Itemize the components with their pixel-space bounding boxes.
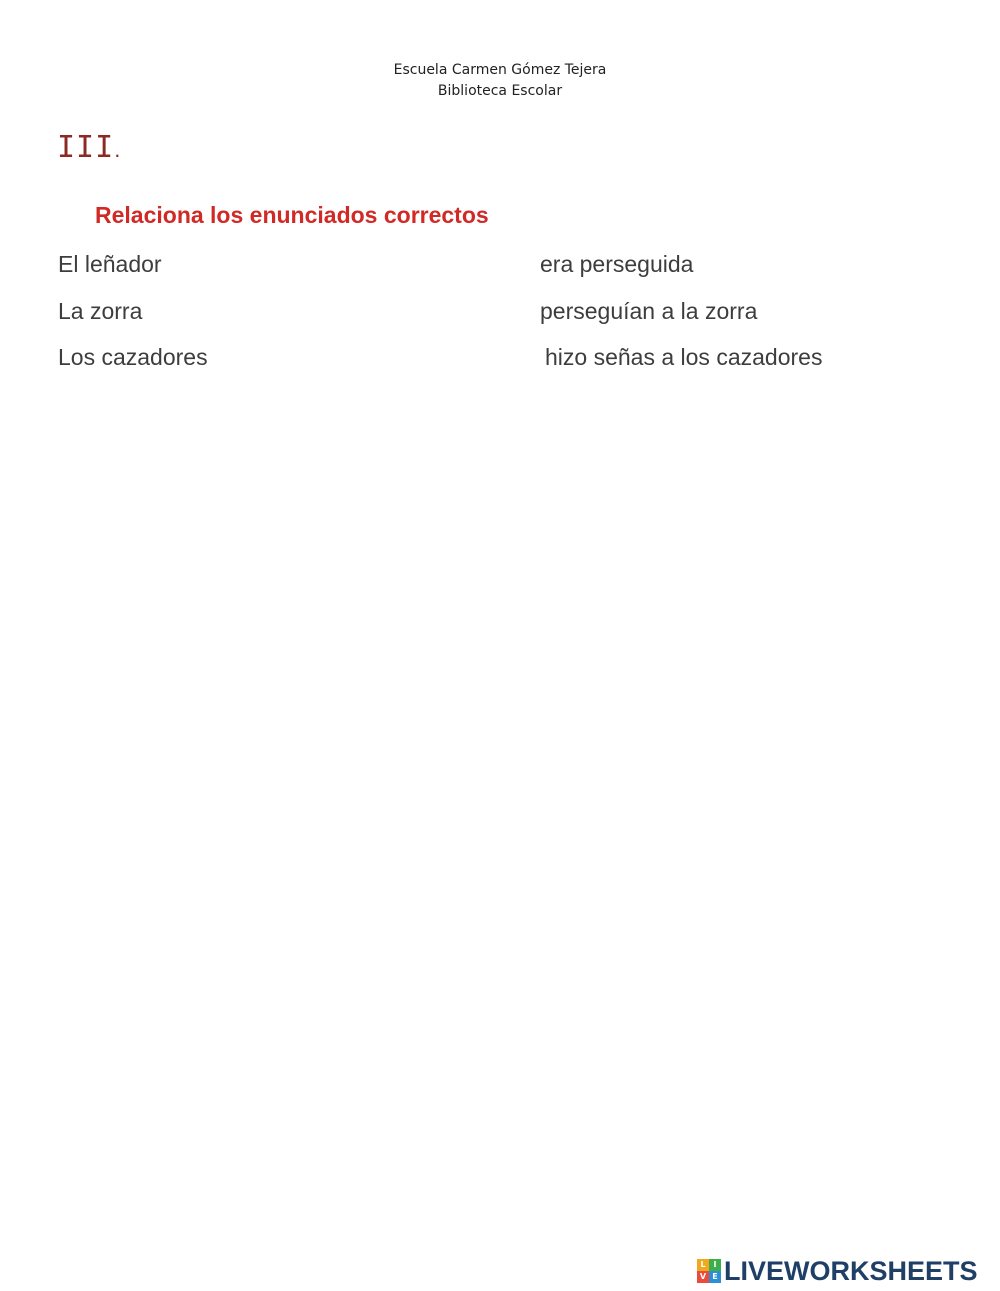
section-dot: .	[114, 137, 122, 162]
liveworksheets-logo	[697, 1257, 978, 1285]
match-row	[0, 298, 1000, 328]
match-left-item[interactable]: El leñador	[58, 251, 162, 277]
logo-letter-i: I	[709, 1259, 721, 1271]
liveworksheets-logo-icon	[697, 1259, 721, 1283]
match-left-item[interactable]: La zorra	[58, 298, 143, 324]
match-right-item[interactable]: perseguían a la zorra	[540, 298, 758, 324]
match-right-item[interactable]: era perseguida	[540, 251, 694, 277]
document-header	[0, 60, 1000, 102]
logo-letter-v: V	[697, 1271, 709, 1283]
logo-letter-e: E	[709, 1271, 721, 1283]
match-row	[0, 344, 1000, 374]
match-right-item[interactable]: hizo señas a los cazadores	[545, 344, 823, 370]
section-number	[57, 130, 121, 165]
match-row	[0, 251, 1000, 281]
exercise-instruction: Relaciona los enunciados correctos	[95, 202, 489, 228]
library-name: Biblioteca Escolar	[437, 83, 563, 99]
section-roman-numeral: III	[57, 130, 115, 165]
school-name: Escuela Carmen Gómez Tejera	[393, 62, 607, 78]
liveworksheets-wordmark: LIVEWORKSHEETS	[724, 1255, 978, 1286]
match-left-item[interactable]: Los cazadores	[58, 344, 208, 370]
logo-letter-l: L	[697, 1259, 709, 1271]
